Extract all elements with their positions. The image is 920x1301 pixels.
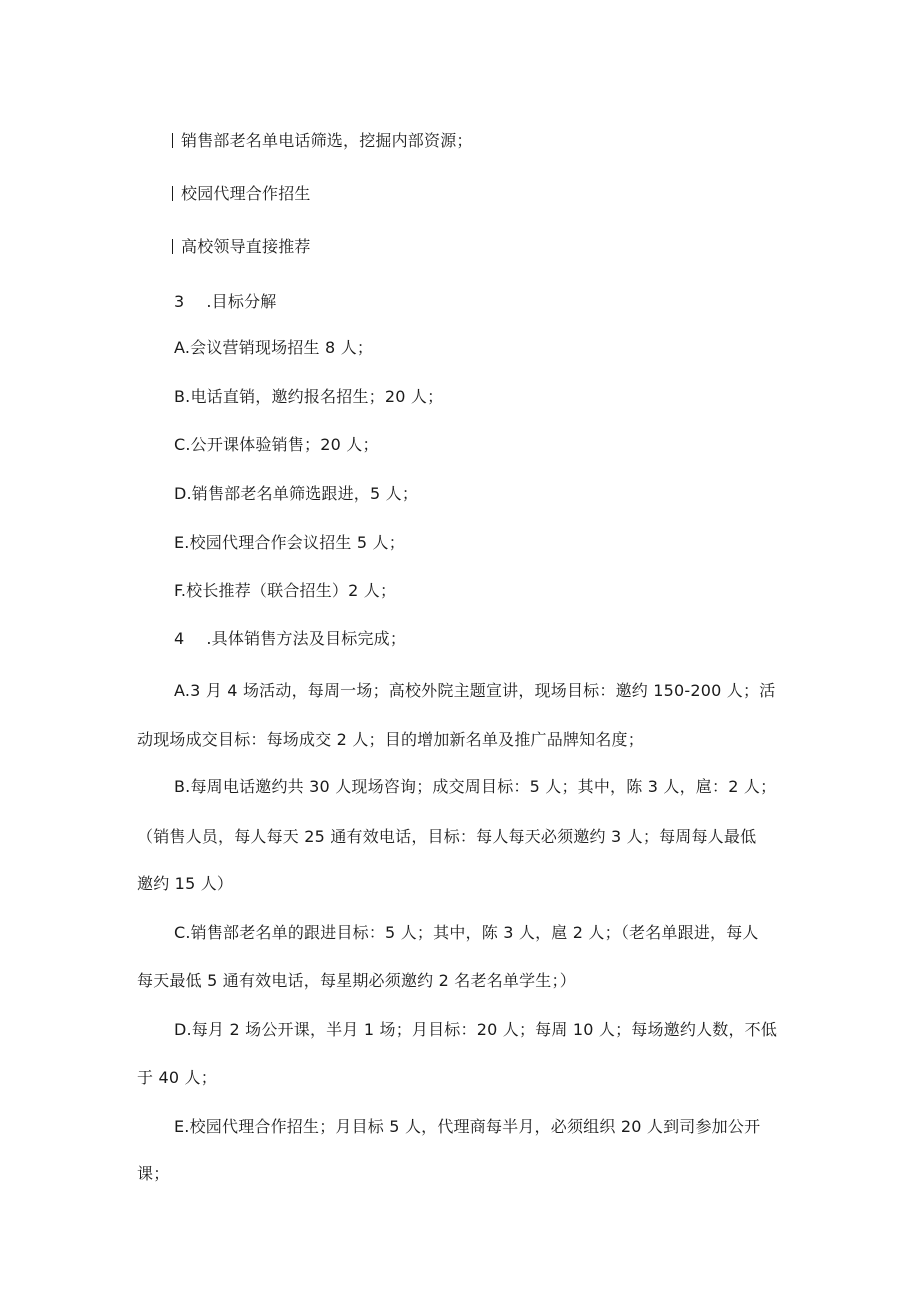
section-title: .具体销售方法及目标完成； xyxy=(206,629,407,648)
section-heading xyxy=(174,291,276,313)
list-item: B.电话直销，邀约报名招生；20 人； xyxy=(174,387,444,406)
bullet-item xyxy=(172,130,473,152)
paragraph-line: 于 40 人； xyxy=(137,1068,217,1087)
paragraph-line: B.每周电话邀约共 30 人现场咨询；成交周目标：5 人；其中，陈 3 人，扈：2 人； xyxy=(174,777,777,796)
paragraph-line: （销售人员，每人每天 25 通有效电话，目标：每人每天必须邀约 3 人；每周每人最低 xyxy=(137,827,757,846)
paragraph-line: E.校园代理合作招生；月目标 5 人，代理商每半月，必须组织 20 人到司参加公开 xyxy=(174,1117,761,1136)
list-item: F.校长推荐（联合招生）2 人； xyxy=(174,581,397,600)
paragraph-line: 每天最低 5 通有效电话，每星期必须邀约 2 名老名单学生；） xyxy=(137,971,576,990)
bullet-text: 销售部老名单电话筛选，挖掘内部资源； xyxy=(181,131,473,150)
bullet-marker xyxy=(172,186,173,201)
list-item: D.销售部老名单筛选跟进，5 人； xyxy=(174,484,419,503)
bullet-marker xyxy=(172,239,173,254)
bullet-text: 高校领导直接推荐 xyxy=(181,237,311,256)
list-item: C.公开课体验销售；20 人； xyxy=(174,435,379,454)
section-number: 4 xyxy=(174,629,185,648)
paragraph-line: 动现场成交目标：每场成交 2 人；目的增加新名单及推广品牌知名度； xyxy=(137,730,644,749)
section-heading xyxy=(174,628,406,650)
bullet-item xyxy=(172,183,311,205)
paragraph-line: 课； xyxy=(137,1164,170,1183)
bullet-item xyxy=(172,236,311,258)
bullet-text: 校园代理合作招生 xyxy=(181,184,311,203)
paragraph-line: A.3 月 4 场活动，每周一场；高校外院主题宣讲，现场目标：邀约 150-200 人；活 xyxy=(174,681,776,700)
list-item: A.会议营销现场招生 8 人； xyxy=(174,338,374,357)
section-number: 3 xyxy=(174,292,185,311)
paragraph-line: 邀约 15 人） xyxy=(137,874,234,893)
list-item: E.校园代理合作会议招生 5 人； xyxy=(174,533,405,552)
bullet-marker xyxy=(172,133,173,148)
paragraph-line: D.每月 2 场公开课，半月 1 场；月目标：20 人；每周 10 人；每场邀约人数，不低 xyxy=(174,1020,778,1039)
paragraph-line: C.销售部老名单的跟进目标：5 人；其中，陈 3 人，扈 2 人；（老名单跟进，每人 xyxy=(174,923,759,942)
section-title: .目标分解 xyxy=(206,292,277,311)
